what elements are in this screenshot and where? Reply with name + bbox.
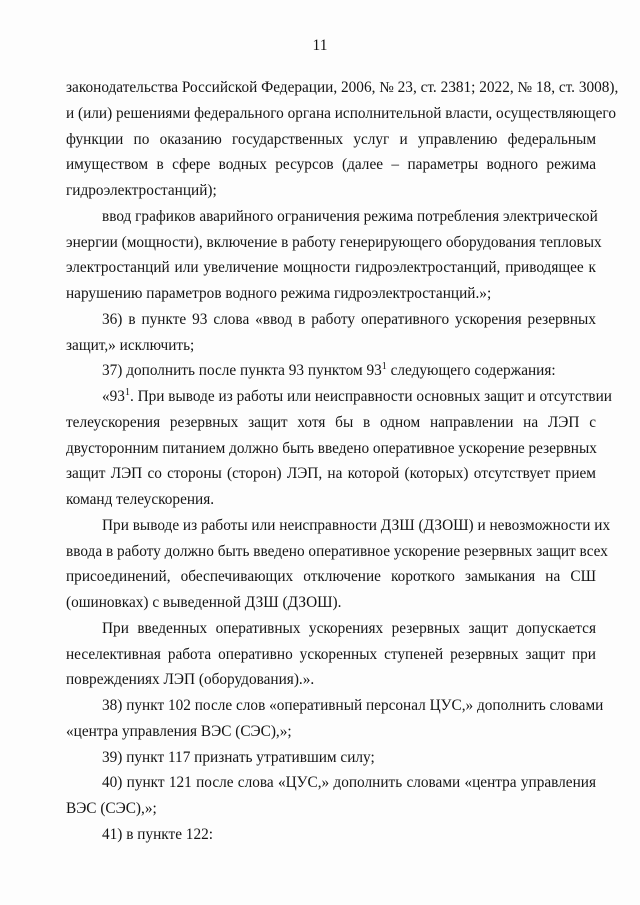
text-line: ВЭС (СЭС),»; [66,800,157,817]
text-line [102,361,596,380]
text-line: ввода в работу должно быть введено оперативное ускорение резервных защит всех [66,543,608,560]
text-line: гидроэлектростанций); [66,182,217,199]
text-line: и (или) решениями федерального органа исполнительной власти, осуществляющего [66,105,616,122]
text-line: команд телеускорения. [66,491,215,508]
text-line: 41) в пункте 122: [102,826,214,843]
text-line: повреждениях ЛЭП (оборудования).». [66,671,315,688]
text-line: электростанций или увеличение мощности гидроэлектростанций, приводящее к [66,259,596,276]
superscript: 1 [124,386,130,398]
text-line: законодательства Российской Федерации, 2006, № 23, ст. 2381; 2022, № 18, ст. 3008), [66,79,619,96]
text-line: функции по оказанию государственных услуг и управлению федеральным [66,131,596,148]
text-line [102,386,612,406]
text-line: энергии (мощности), включение в работу генерирующего оборудования тепловых [66,234,602,251]
text-line: 38) пункт 102 после слов «оперативный персонал ЦУС,» дополнить словами [102,697,604,714]
superscript: 1 [381,360,387,372]
text-line: При выводе из работы или неисправности ДЗШ (ДЗОШ) и невозможности их [102,517,611,534]
text-line: 39) пункт 117 признать утратившим силу; [102,749,375,766]
text-fragment: «93 [102,388,125,405]
text-line: 36) в пункте 93 слова «ввод в работу оперативного ускорения резервных [102,311,596,328]
text-line: двусторонним питанием должно быть введено оперативное ускорение резервных [66,440,597,457]
text-line: При введенных оперативных ускорениях резервных защит допускается [102,620,596,637]
text-line: имуществом в сфере водных ресурсов (далее – параметры водного режима [66,156,596,173]
text-line: неселективная работа оперативно ускоренных ступеней резервных защит при [66,646,596,663]
text-fragment: . При выводе из работы или неисправности основных защит и отсутствии [129,388,612,405]
text-line: «центра управления ВЭС (СЭС),»; [66,723,292,740]
text-line: нарушению параметров водного режима гидроэлектростанций.»; [66,285,492,302]
text-line: телеускорения резервных защит хотя бы в одном направлении на ЛЭП с [66,414,596,431]
text-line: защит ЛЭП со стороны (сторон) ЛЭП, на которой (которых) отсутствует прием [66,465,596,482]
text-line: (ошиновках) с выведенной ДЗШ (ДЗОШ). [66,594,342,611]
text-fragment: следующего содержания: [386,362,556,379]
page-number: 11 [312,37,328,54]
text-line: 40) пункт 121 после слова «ЦУС,» дополнить словами «центра управления [102,774,596,791]
text-fragment: 37) дополнить после пункта 93 пунктом 93 [102,362,382,379]
text-line: присоединений, обеспечивающих отключение короткого замыкания на СШ [66,568,596,585]
text-line: ввод графиков аварийного ограничения режима потребления электрической [102,208,598,225]
text-line: защит,» исключить; [66,337,195,354]
